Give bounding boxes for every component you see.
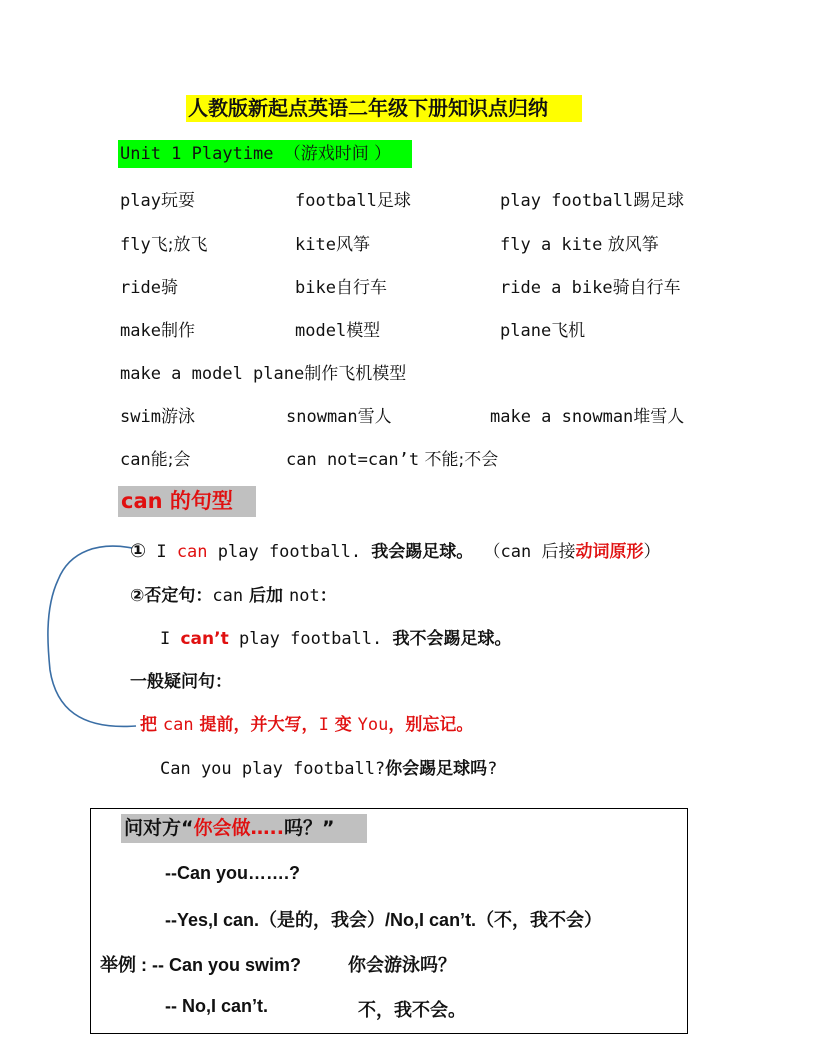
vocab-item: play football踢足球 bbox=[500, 191, 685, 211]
vocab-item: plane飞机 bbox=[500, 321, 586, 341]
page-title: 人教版新起点英语二年级下册知识点归纳 bbox=[186, 95, 582, 122]
vocab-item: make a snowman堆雪人 bbox=[490, 407, 685, 427]
vocab-item: make制作 bbox=[120, 321, 195, 341]
unit-heading-paren: （游戏时间 ） bbox=[283, 144, 392, 164]
vocab-item: can not=can’t 不能;不会 bbox=[286, 450, 499, 470]
vocab-item: bike自行车 bbox=[295, 278, 387, 298]
vocab-item: play玩耍 bbox=[120, 191, 195, 211]
unit-heading-main: Unit 1 Playtime bbox=[120, 144, 274, 164]
bracket-curve bbox=[40, 540, 150, 740]
question-rule: 把 can 提前，并大写，I 变 You，别忘记。 bbox=[140, 715, 474, 735]
question-example: Can you play football?你会踢足球吗? bbox=[160, 759, 498, 779]
vocab-item: kite风筝 bbox=[295, 235, 370, 255]
vocab-item: fly飞;放飞 bbox=[120, 235, 208, 255]
dialogue-box-heading: 问对方“你会做…..吗？” bbox=[121, 814, 367, 843]
vocab-item: model模型 bbox=[295, 321, 381, 341]
vocab-item: fly a kite 放风筝 bbox=[500, 235, 659, 255]
can-section-heading: can 的句型 bbox=[118, 486, 256, 517]
dialogue-line-question: --Can you…….? bbox=[165, 863, 300, 883]
rule-negative: ②否定句：can 后加 not： bbox=[130, 586, 337, 606]
example-question-cn: 你会游泳吗？ bbox=[348, 955, 456, 976]
vocab-item: can能;会 bbox=[120, 450, 191, 470]
vocab-item: football足球 bbox=[295, 191, 411, 211]
unit-heading bbox=[118, 140, 412, 168]
vocab-item: make a model plane制作飞机模型 bbox=[120, 364, 407, 384]
vocab-item: snowman雪人 bbox=[286, 407, 392, 427]
vocab-item: swim游泳 bbox=[120, 407, 195, 427]
example-answer-cn: 不，我不会。 bbox=[358, 1000, 466, 1021]
vocab-item: ride a bike骑自行车 bbox=[500, 278, 681, 298]
rule-affirmative: ① I can play football. 我会踢足球。 （can 后接动词原形） bbox=[130, 540, 661, 562]
vocab-item: ride骑 bbox=[120, 278, 178, 298]
negative-example: I can’t play football. 我不会踢足球。 bbox=[160, 629, 512, 649]
example-answer: -- No,I can’t. bbox=[165, 996, 268, 1016]
question-label: 一般疑问句： bbox=[130, 672, 232, 692]
example-question: 举例 : -- Can you swim? bbox=[100, 955, 302, 976]
dialogue-line-answer: --Yes,I can.（是的，我会）/No,I can’t.（不，我不会） bbox=[165, 910, 603, 931]
